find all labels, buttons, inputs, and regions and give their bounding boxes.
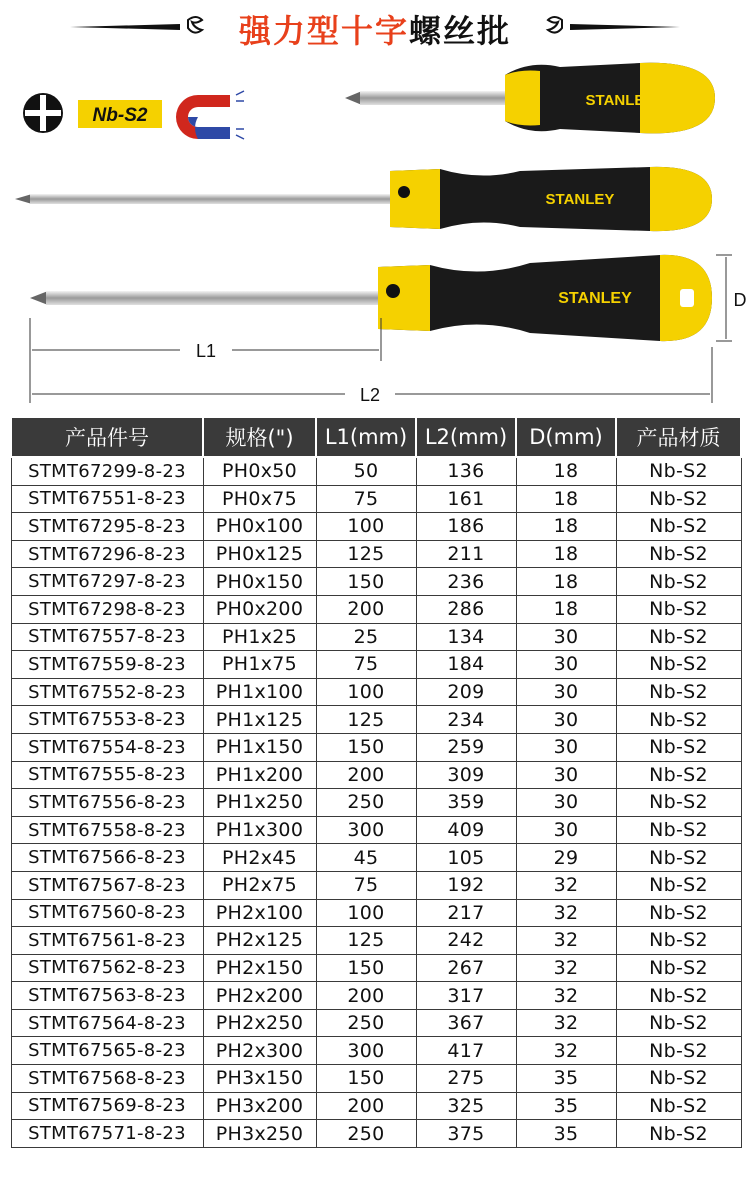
screwdriver-long	[15, 167, 712, 231]
table-row	[11, 789, 741, 817]
table-cell: 75	[316, 485, 416, 513]
table-cell: 136	[416, 457, 516, 485]
table-cell: Nb-S2	[616, 816, 741, 844]
table-cell: Nb-S2	[616, 927, 741, 955]
table-cell: Nb-S2	[616, 1120, 741, 1148]
table-cell: PH3x250	[203, 1120, 316, 1148]
table-cell: STMT67562-8-23	[11, 954, 203, 982]
table-cell: 242	[416, 927, 516, 955]
table-cell: STMT67556-8-23	[11, 789, 203, 817]
table-cell: STMT67559-8-23	[11, 651, 203, 679]
table-cell: PH2x300	[203, 1037, 316, 1065]
table-cell: 32	[516, 982, 616, 1010]
table-cell: PH0x75	[203, 485, 316, 513]
table-cell: PH2x250	[203, 1009, 316, 1037]
table-row	[11, 982, 741, 1010]
table-cell: 32	[516, 871, 616, 899]
table-cell: PH3x150	[203, 1065, 316, 1093]
table-row	[11, 678, 741, 706]
table-cell: 29	[516, 844, 616, 872]
table-cell: 309	[416, 761, 516, 789]
table-cell: 30	[516, 789, 616, 817]
table-cell: 30	[516, 678, 616, 706]
table-cell: STMT67564-8-23	[11, 1009, 203, 1037]
table-cell: 18	[516, 595, 616, 623]
table-cell: 375	[416, 1120, 516, 1148]
table-cell: 30	[516, 651, 616, 679]
table-header-cell: L1(mm)	[316, 417, 416, 457]
table-body	[11, 457, 741, 1147]
table-cell: 359	[416, 789, 516, 817]
table-row	[11, 651, 741, 679]
table-cell: 150	[316, 568, 416, 596]
table-cell: 32	[516, 1009, 616, 1037]
table-cell: PH1x200	[203, 761, 316, 789]
table-cell: 209	[416, 678, 516, 706]
table-cell: 275	[416, 1065, 516, 1093]
table-cell: Nb-S2	[616, 1037, 741, 1065]
table-cell: 30	[516, 706, 616, 734]
table-cell: 30	[516, 761, 616, 789]
table-row	[11, 706, 741, 734]
table-cell: Nb-S2	[616, 871, 741, 899]
table-cell: Nb-S2	[616, 623, 741, 651]
table-cell: STMT67565-8-23	[11, 1037, 203, 1065]
table-cell: 25	[316, 623, 416, 651]
table-header-cell: L2(mm)	[416, 417, 516, 457]
table-cell: Nb-S2	[616, 513, 741, 541]
table-cell: PH0x100	[203, 513, 316, 541]
table-cell: 125	[316, 706, 416, 734]
table-cell: STMT67295-8-23	[11, 513, 203, 541]
table-cell: PH1x250	[203, 789, 316, 817]
table-cell: Nb-S2	[616, 844, 741, 872]
table-cell: STMT67298-8-23	[11, 595, 203, 623]
table-cell: STMT67566-8-23	[11, 844, 203, 872]
table-cell: 35	[516, 1120, 616, 1148]
table-cell: 100	[316, 513, 416, 541]
svg-text:STANLEY: STANLEY	[558, 290, 632, 307]
table-row	[11, 513, 741, 541]
table-header-cell: 规格(")	[203, 417, 316, 457]
table-cell: PH1x25	[203, 623, 316, 651]
table-cell: 184	[416, 651, 516, 679]
material-badge	[78, 100, 162, 128]
table-cell: STMT67558-8-23	[11, 816, 203, 844]
table-cell: 125	[316, 927, 416, 955]
table-cell: STMT67561-8-23	[11, 927, 203, 955]
svg-text:L1: L1	[195, 341, 217, 361]
table-cell: 317	[416, 982, 516, 1010]
table-cell: Nb-S2	[616, 1065, 741, 1093]
table-row	[11, 1065, 741, 1093]
table-cell: STMT67297-8-23	[11, 568, 203, 596]
table-cell: STMT67296-8-23	[11, 540, 203, 568]
screwdriver-stubby	[345, 63, 715, 134]
table-row	[11, 457, 741, 485]
table-cell: 150	[316, 1065, 416, 1093]
table-cell: 100	[316, 899, 416, 927]
table-cell: 200	[316, 1092, 416, 1120]
table-cell: STMT67299-8-23	[11, 457, 203, 485]
table-row	[11, 871, 741, 899]
table-row	[11, 1120, 741, 1148]
table-row	[11, 1037, 741, 1065]
table-cell: Nb-S2	[616, 954, 741, 982]
table-cell: 325	[416, 1092, 516, 1120]
table-cell: Nb-S2	[616, 761, 741, 789]
table-cell: 75	[316, 871, 416, 899]
table-cell: Nb-S2	[616, 540, 741, 568]
table-row	[11, 595, 741, 623]
table-cell: PH0x125	[203, 540, 316, 568]
table-cell: STMT67569-8-23	[11, 1092, 203, 1120]
table-cell: 18	[516, 513, 616, 541]
product-graphic	[0, 55, 750, 410]
dimension-l1	[30, 318, 381, 361]
table-cell: 192	[416, 871, 516, 899]
table-cell: 18	[516, 568, 616, 596]
phillips-tip-icon	[23, 93, 63, 133]
table-cell: PH1x100	[203, 678, 316, 706]
table-cell: 259	[416, 733, 516, 761]
table-row	[11, 568, 741, 596]
table-cell: 32	[516, 899, 616, 927]
table-cell: STMT67571-8-23	[11, 1120, 203, 1148]
table-cell: 250	[316, 1009, 416, 1037]
table-cell: 367	[416, 1009, 516, 1037]
table-cell: PH3x200	[203, 1092, 316, 1120]
table-row	[11, 623, 741, 651]
table-cell: PH0x150	[203, 568, 316, 596]
table-cell: STMT67563-8-23	[11, 982, 203, 1010]
table-cell: 217	[416, 899, 516, 927]
table-cell: 200	[316, 761, 416, 789]
page-title: 强力型十字螺丝批	[238, 12, 512, 50]
table-cell: STMT67552-8-23	[11, 678, 203, 706]
table-cell: Nb-S2	[616, 982, 741, 1010]
table-cell: PH2x75	[203, 871, 316, 899]
dimension-d	[716, 255, 747, 341]
table-row	[11, 761, 741, 789]
table-cell: PH2x45	[203, 844, 316, 872]
table-cell: 150	[316, 733, 416, 761]
table-cell: 286	[416, 595, 516, 623]
table-cell: PH2x100	[203, 899, 316, 927]
table-cell: 300	[316, 1037, 416, 1065]
table-cell: 18	[516, 540, 616, 568]
table-cell: 267	[416, 954, 516, 982]
table-cell: 161	[416, 485, 516, 513]
table-cell: 186	[416, 513, 516, 541]
table-cell: 50	[316, 457, 416, 485]
dimension-l2	[30, 347, 712, 405]
table-cell: Nb-S2	[616, 595, 741, 623]
table-cell: STMT67567-8-23	[11, 871, 203, 899]
table-cell: STMT67557-8-23	[11, 623, 203, 651]
svg-text:Nb-S2: Nb-S2	[92, 105, 148, 126]
svg-text:STANLEY: STANLEY	[545, 191, 615, 208]
table-cell: PH1x125	[203, 706, 316, 734]
table-cell: 30	[516, 816, 616, 844]
magnet-icon	[176, 91, 244, 139]
table-cell: Nb-S2	[616, 485, 741, 513]
table-cell: 409	[416, 816, 516, 844]
table-cell: Nb-S2	[616, 457, 741, 485]
table-cell: 35	[516, 1065, 616, 1093]
table-cell: STMT67554-8-23	[11, 733, 203, 761]
screwdriver-standard	[30, 255, 712, 341]
svg-text:L2: L2	[359, 385, 381, 405]
table-cell: PH1x300	[203, 816, 316, 844]
table-cell: Nb-S2	[616, 1009, 741, 1037]
table-cell: 32	[516, 954, 616, 982]
table-cell: PH1x75	[203, 651, 316, 679]
table-cell: 250	[316, 789, 416, 817]
table-cell: PH2x125	[203, 927, 316, 955]
table-cell: 200	[316, 595, 416, 623]
table-header-cell: D(mm)	[516, 417, 616, 457]
table-cell: PH2x200	[203, 982, 316, 1010]
svg-text:D: D	[733, 290, 747, 310]
table-cell: 30	[516, 623, 616, 651]
table-cell: STMT67553-8-23	[11, 706, 203, 734]
svg-text:STANLEY: STANLEY	[585, 92, 655, 109]
table-cell: 35	[516, 1092, 616, 1120]
table-header-cell: 产品件号	[11, 417, 203, 457]
table-cell: 105	[416, 844, 516, 872]
table-cell: 200	[316, 982, 416, 1010]
table-cell: 30	[516, 733, 616, 761]
table-row	[11, 899, 741, 927]
table-row	[11, 954, 741, 982]
table-cell: Nb-S2	[616, 1092, 741, 1120]
table-cell: 150	[316, 954, 416, 982]
table-cell: Nb-S2	[616, 678, 741, 706]
table-cell: 18	[516, 457, 616, 485]
table-cell: STMT67551-8-23	[11, 485, 203, 513]
table-row	[11, 1009, 741, 1037]
table-cell: Nb-S2	[616, 899, 741, 927]
table-header-cell: 产品材质	[616, 417, 741, 457]
table-cell: 18	[516, 485, 616, 513]
table-cell: PH0x50	[203, 457, 316, 485]
table-cell: 300	[316, 816, 416, 844]
table-header-row	[11, 417, 741, 457]
title-row	[0, 0, 750, 55]
table-cell: 234	[416, 706, 516, 734]
table-cell: Nb-S2	[616, 568, 741, 596]
table-cell: STMT67555-8-23	[11, 761, 203, 789]
table-cell: 125	[316, 540, 416, 568]
table-cell: Nb-S2	[616, 789, 741, 817]
table-row	[11, 733, 741, 761]
table-cell: 417	[416, 1037, 516, 1065]
table-row	[11, 844, 741, 872]
table-cell: 250	[316, 1120, 416, 1148]
table-row	[11, 485, 741, 513]
table-cell: 211	[416, 540, 516, 568]
table-cell: Nb-S2	[616, 706, 741, 734]
spec-table	[10, 416, 742, 1148]
table-row	[11, 1092, 741, 1120]
table-cell: Nb-S2	[616, 651, 741, 679]
table-cell: STMT67568-8-23	[11, 1065, 203, 1093]
table-cell: 75	[316, 651, 416, 679]
table-cell: PH1x150	[203, 733, 316, 761]
table-cell: 32	[516, 927, 616, 955]
table-cell: 134	[416, 623, 516, 651]
table-cell: STMT67560-8-23	[11, 899, 203, 927]
table-row	[11, 540, 741, 568]
table-cell: PH2x150	[203, 954, 316, 982]
table-cell: 100	[316, 678, 416, 706]
table-cell: 45	[316, 844, 416, 872]
table-row	[11, 927, 741, 955]
table-cell: Nb-S2	[616, 733, 741, 761]
table-cell: 236	[416, 568, 516, 596]
table-cell: PH0x200	[203, 595, 316, 623]
table-cell: 32	[516, 1037, 616, 1065]
table-row	[11, 816, 741, 844]
